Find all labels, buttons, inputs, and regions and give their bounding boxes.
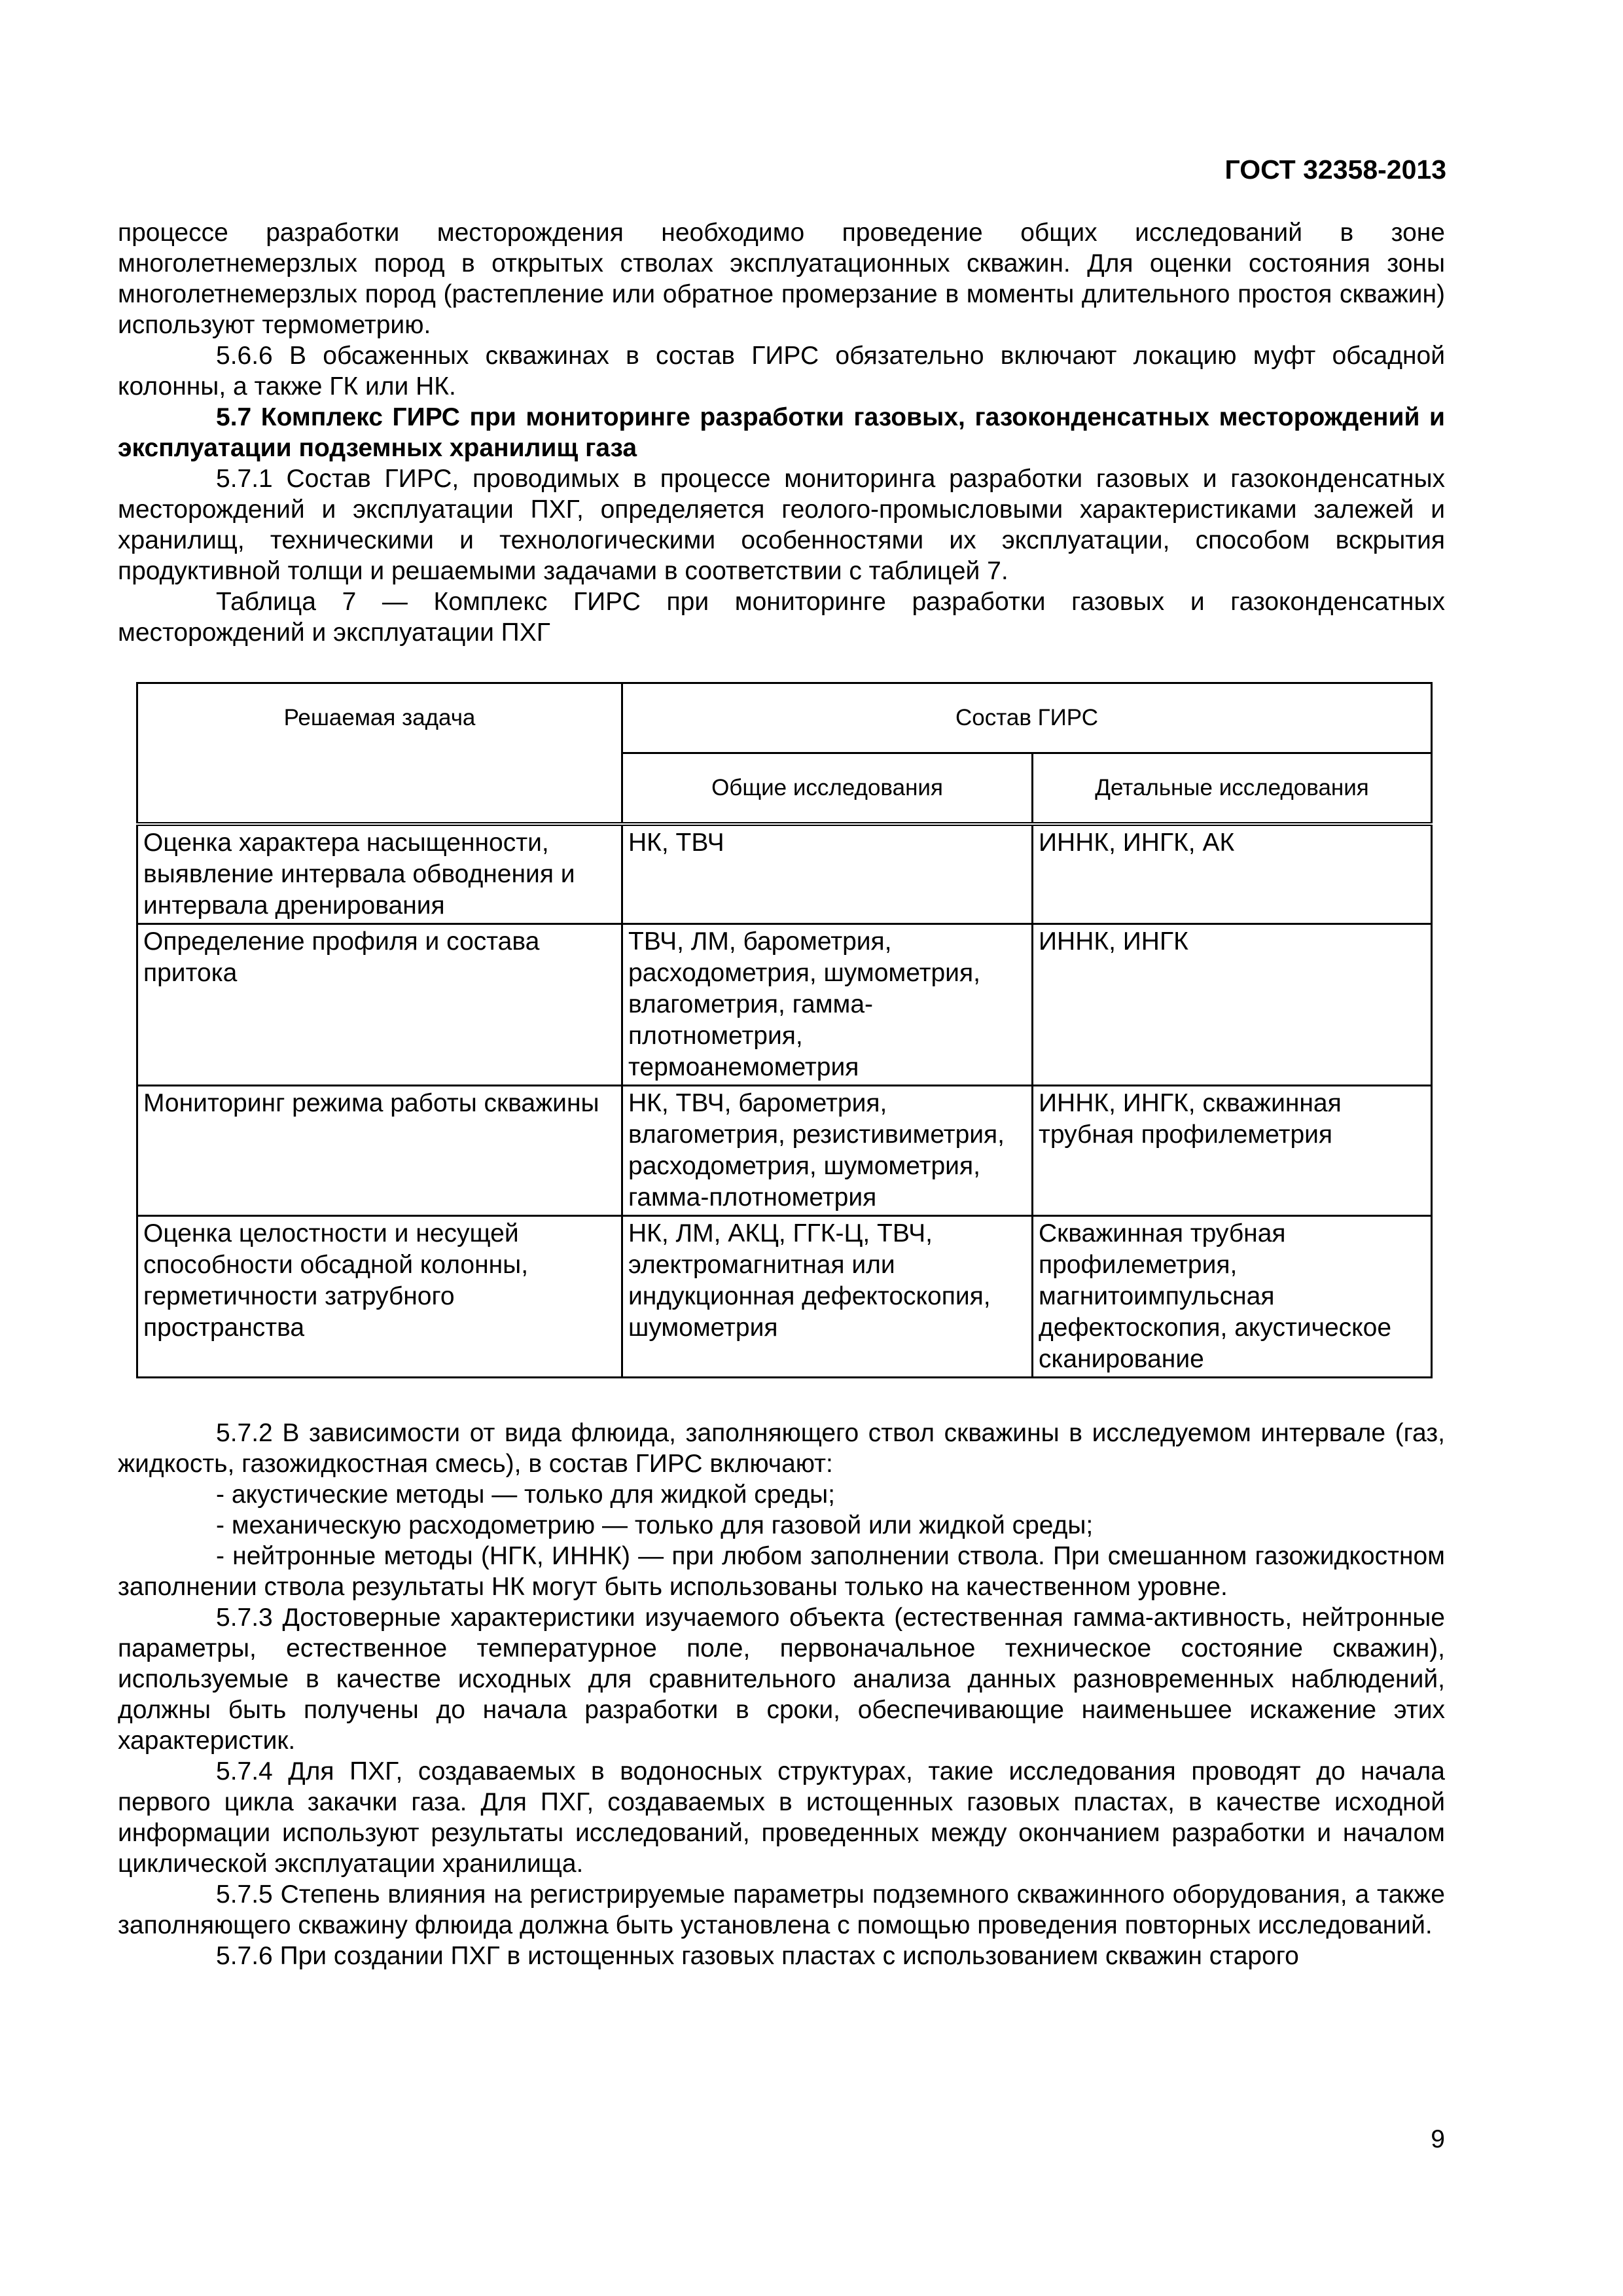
header-general: Общие исследования [622,753,1033,825]
header-task: Решаемая задача [137,683,622,825]
paragraph: 5.6.6 В обсаженных скважинах в состав ГИРС обязательно включают локацию муфт обсадной колонны, а также ГК или НК. [118,342,1445,401]
table-7 [136,682,1433,1378]
cell-detailed: ИННК, ИНГК, скважинная трубная профилеметрия [1033,1086,1432,1216]
cell-detailed: Скважинная трубная профилеметрия, магнитоимпульсная дефектоскопия, акустическое сканирование [1033,1216,1432,1378]
cell-task: Оценка характера насыщенности, выявление интервала обводнения и интервала дренирования [137,824,622,924]
page-number: 9 [1431,2125,1445,2153]
cell-task: Оценка целостности и несущей способности обсадной колонны, герметичности затрубного пространства [137,1216,622,1378]
table-header-row [137,683,1432,753]
table-row [137,1086,1432,1216]
cell-general: НК, ТВЧ [622,824,1033,924]
list-item: - механическую расходометрию — только для газовой или жидкой среды; [216,1511,1094,1539]
section-heading: 5.7 Комплекс ГИРС при мониторинге разработки газовых, газоконденсатных месторождений и эксплуатации подземных хранилищ газа [118,403,1445,462]
header-detailed: Детальные исследования [1033,753,1432,825]
cell-detailed: ИННК, ИНГК [1033,924,1432,1086]
table-row [137,1216,1432,1378]
cell-task: Мониторинг режима работы скважины [137,1086,622,1216]
list-item: - акустические методы — только для жидкой среды; [216,1480,835,1509]
document-body [118,217,1445,1971]
paragraph: 5.7.4 Для ПХГ, создаваемых в водоносных структурах, такие исследования проводят до начала первого цикла закачки газа. Для ПХГ, создаваемых в истощенных газовых пластах, в качестве исходной информации используют результаты исследований, проведенных между окончанием разработки и началом циклической эксплуатации хранилища. [118,1757,1445,1878]
table-row [137,924,1432,1086]
paragraph: процессе разработки месторождения необходимо проведение общих исследований в зоне многолетнемерзлых пород в открытых стволах эксплуатационных скважин. Для оценки состояния зоны многолетнемерзлых пород (растепление или обратное промерзание в моменты длительного простоя скважин) используют термометрию. [118,219,1445,339]
table-row [137,824,1432,924]
list-item: - нейтронные методы (НГК, ИННК) — при любом заполнении ствола. При смешанном газожидкостном заполнении ствола результаты НК могут быть использованы только на качественном уровне. [118,1542,1445,1601]
paragraph: 5.7.2 В зависимости от вида флюида, заполняющего ствол скважины в исследуемом интервале (газ, жидкость, газожидкостная смесь), в состав ГИРС включают: [118,1419,1445,1478]
document-header: ГОСТ 32358-2013 [1224,154,1446,185]
header-gears-composition: Состав ГИРС [622,683,1432,753]
cell-general: ТВЧ, ЛМ, барометрия, расходометрия, шумометрия, влагометрия, гамма-плотнометрия, термоанемометрия [622,924,1033,1086]
paragraph: 5.7.3 Достоверные характеристики изучаемого объекта (естественная гамма-активность, нейтронные параметры, естественное температурное поле, первоначальное техническое состояние скважин), используемые в качестве исходных для сравнительного анализа данных разновременных наблюдений, должны быть получены до начала разработки в сроки, обеспечивающие наименьшее искажение этих характеристик. [118,1604,1445,1755]
paragraph: 5.7.6 При создании ПХГ в истощенных газовых пластах с использованием скважин старого [216,1942,1299,1970]
table-caption: Таблица 7 — Комплекс ГИРС при мониторинге разработки газовых и газоконденсатных месторождений и эксплуатации ПХГ [118,588,1445,647]
cell-task: Определение профиля и состава притока [137,924,622,1086]
paragraph: 5.7.5 Степень влияния на регистрируемые параметры подземного скважинного оборудования, а также заполняющего скважину флюида должна быть установлена с помощью проведения повторных исследований. [118,1880,1445,1939]
cell-general: НК, ЛМ, АКЦ, ГГК-Ц, ТВЧ, электромагнитная или индукционная дефектоскопия, шумометрия [622,1216,1033,1378]
cell-general: НК, ТВЧ, барометрия, влагометрия, резистивиметрия, расходометрия, шумометрия, гамма-плотнометрия [622,1086,1033,1216]
cell-detailed: ИННК, ИНГК, АК [1033,824,1432,924]
paragraph: 5.7.1 Состав ГИРС, проводимых в процессе мониторинга разработки газовых и газоконденсатных месторождений и эксплуатации ПХГ, определяется геолого-промысловыми характеристиками залежей и хранилищ, техническими и технологическими особенностями их эксплуатации, способом вскрытия продуктивной толщи и решаемыми задачами в соответствии с таблицей 7. [118,465,1445,585]
